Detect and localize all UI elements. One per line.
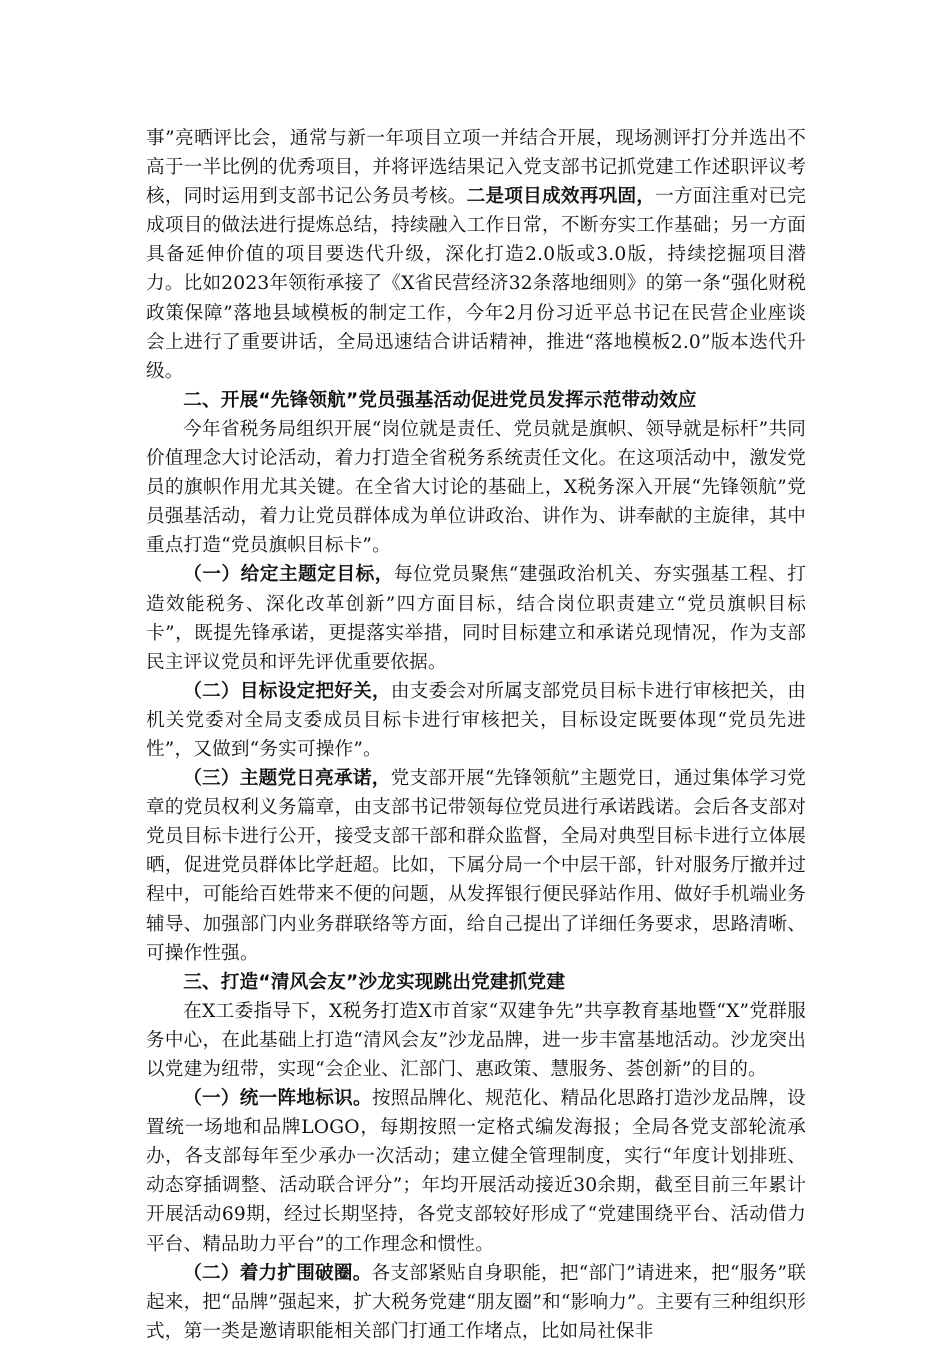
text-set-goals: 每位党员聚焦“建强政治机关、夯实强基工程、打造效能税务、深化改革创新”四方面目标，结合岗位职责建立“党员旗帜目标卡”，既提先锋承诺，更提落实举措，同时目标建立和承诺兑现情况，作为支部民主评议党员和评先评优重要依据。 <box>146 564 806 673</box>
paragraph-salon-intro: 在X工委指导下，X税务打造X市首家“双建争先”共享教育基地暨“X”党群服务中心，在此基础上打造“清风会友”沙龙品牌，进一步丰富基地活动。沙龙突出以党建为纽带，实现“会企业、汇部门、惠政策、慧服务、荟创新”的目的。 <box>146 1000 806 1080</box>
text-goal-review: 由支委会对所属支部党员目标卡进行审核把关，由机关党委对全局支委成员目标卡进行审核把关，目标设定既要体现“党员先进性”，又做到“务实可操作”。 <box>146 680 807 760</box>
paragraph-pioneer-intro: 今年省税务局组织开展“岗位就是责任、党员就是旗帜、领导就是标杆”共同价值理念大讨论活动，着力打造全省税务系统责任文化。在这项活动中，激发党员的旗帜作用尤其关键。在全省大讨论的基础上，X税务深入开展“先锋领航”党员强基活动，着力让党员群体成为单位讲政治、讲作为、讲奉献的主旋律，其中重点打造“党员旗帜目标卡”。 <box>146 418 806 557</box>
lead-set-goals: （一）给定主题定目标， <box>183 564 394 586</box>
text-party-day: 党支部开展“先锋领航”主题党日，通过集体学习党章的党员权利义务篇章，由支部书记带领每位党员进行承诺践诺。会后各支部对党员目标卡进行公开，接受支部干部和群众监督，全局对典型目标卡进行立体展晒，促进党员群体比学赶超。比如，下属分局一个中层干部，针对服务厅撤并过程中，可能给百姓带来不便的问题，从发挥银行便民驿站作用、做好手机端业务辅导、加强部门内业务群联络等方面，给自己提出了详细任务要求，思路清晰、可操作性强。 <box>146 768 806 964</box>
text-project-upgrade: 一方面注重对已完成项目的做法进行提炼总结，持续融入工作日常，不断夯实工作基础；另一方面具备延伸价值的项目要迭代升级，深化打造2.0版或3.0版，持续挖掘项目潜力。比如2023年领衔承接了《X省民营经济32条落地细则》的第一条“强化财税政策保障”落地县域模板的制定工作，今年2月份习近平总书记在民营企业座谈会上进行了重要讲话，全局迅速结合讲话精神，推进“落地模板2.0”版本迭代升级。 <box>146 186 806 382</box>
paragraph-project-review <box>146 124 806 386</box>
section-heading-pioneer: 二、开展“先锋领航”党员强基活动促进党员发挥示范带动效应 <box>183 389 697 411</box>
lead-unified-identity: （一）统一阵地标识。 <box>183 1088 372 1110</box>
paragraph-unified-identity <box>146 1084 806 1259</box>
lead-goal-review: （二）目标设定把好关， <box>183 680 391 702</box>
text-expand-circle: 各支部紧贴自身职能，把“部门”请进来，把“服务”联起来，把“品牌”强起来，扩大税务党建“朋友圈”和“影响力”。主要有三种组织形式，第一类是邀请职能相关部门打通工作堵点，比如局社保非 <box>146 1262 806 1342</box>
document-page <box>146 124 806 1346</box>
lead-party-day: （三）主题党日亮承诺， <box>183 768 391 790</box>
lead-two-consolidate: 二是项目成效再巩固， <box>466 186 656 208</box>
lead-expand-circle: （二）着力扩围破圈。 <box>183 1262 372 1284</box>
paragraph-goal-review <box>146 677 806 764</box>
section-heading-salon: 三、打造“清风会友”沙龙实现跳出党建抓党建 <box>183 971 566 993</box>
paragraph-expand-circle <box>146 1259 806 1346</box>
text-unified-identity: 按照品牌化、规范化、精品化思路打造沙龙品牌，设置统一场地和品牌LOGO，每期按照一定格式编发海报；全局各党支部轮流承办，各支部每年至少承办一次活动；建立健全管理制度，实行“年度计划排班、动态穿插调整、活动联合评分”；年均开展活动接近30余期，截至目前三年累计开展活动69期，经过长期坚持，各党支部较好形成了“党建围绕平台、活动借力平台、精品助力平台”的工作理念和惯性。 <box>146 1088 806 1255</box>
paragraph-set-goals <box>146 560 806 676</box>
text-review-meeting: 事”亮晒评比会，通常与新一年项目立项一并结合开展，现场测评打分并选出不高于一半比例的优秀项目，并将评选结果记入党支部书记抓党建工作述职评议考核，同时运用到支部书记公务员考核。 <box>146 128 806 208</box>
paragraph-party-day <box>146 764 806 968</box>
